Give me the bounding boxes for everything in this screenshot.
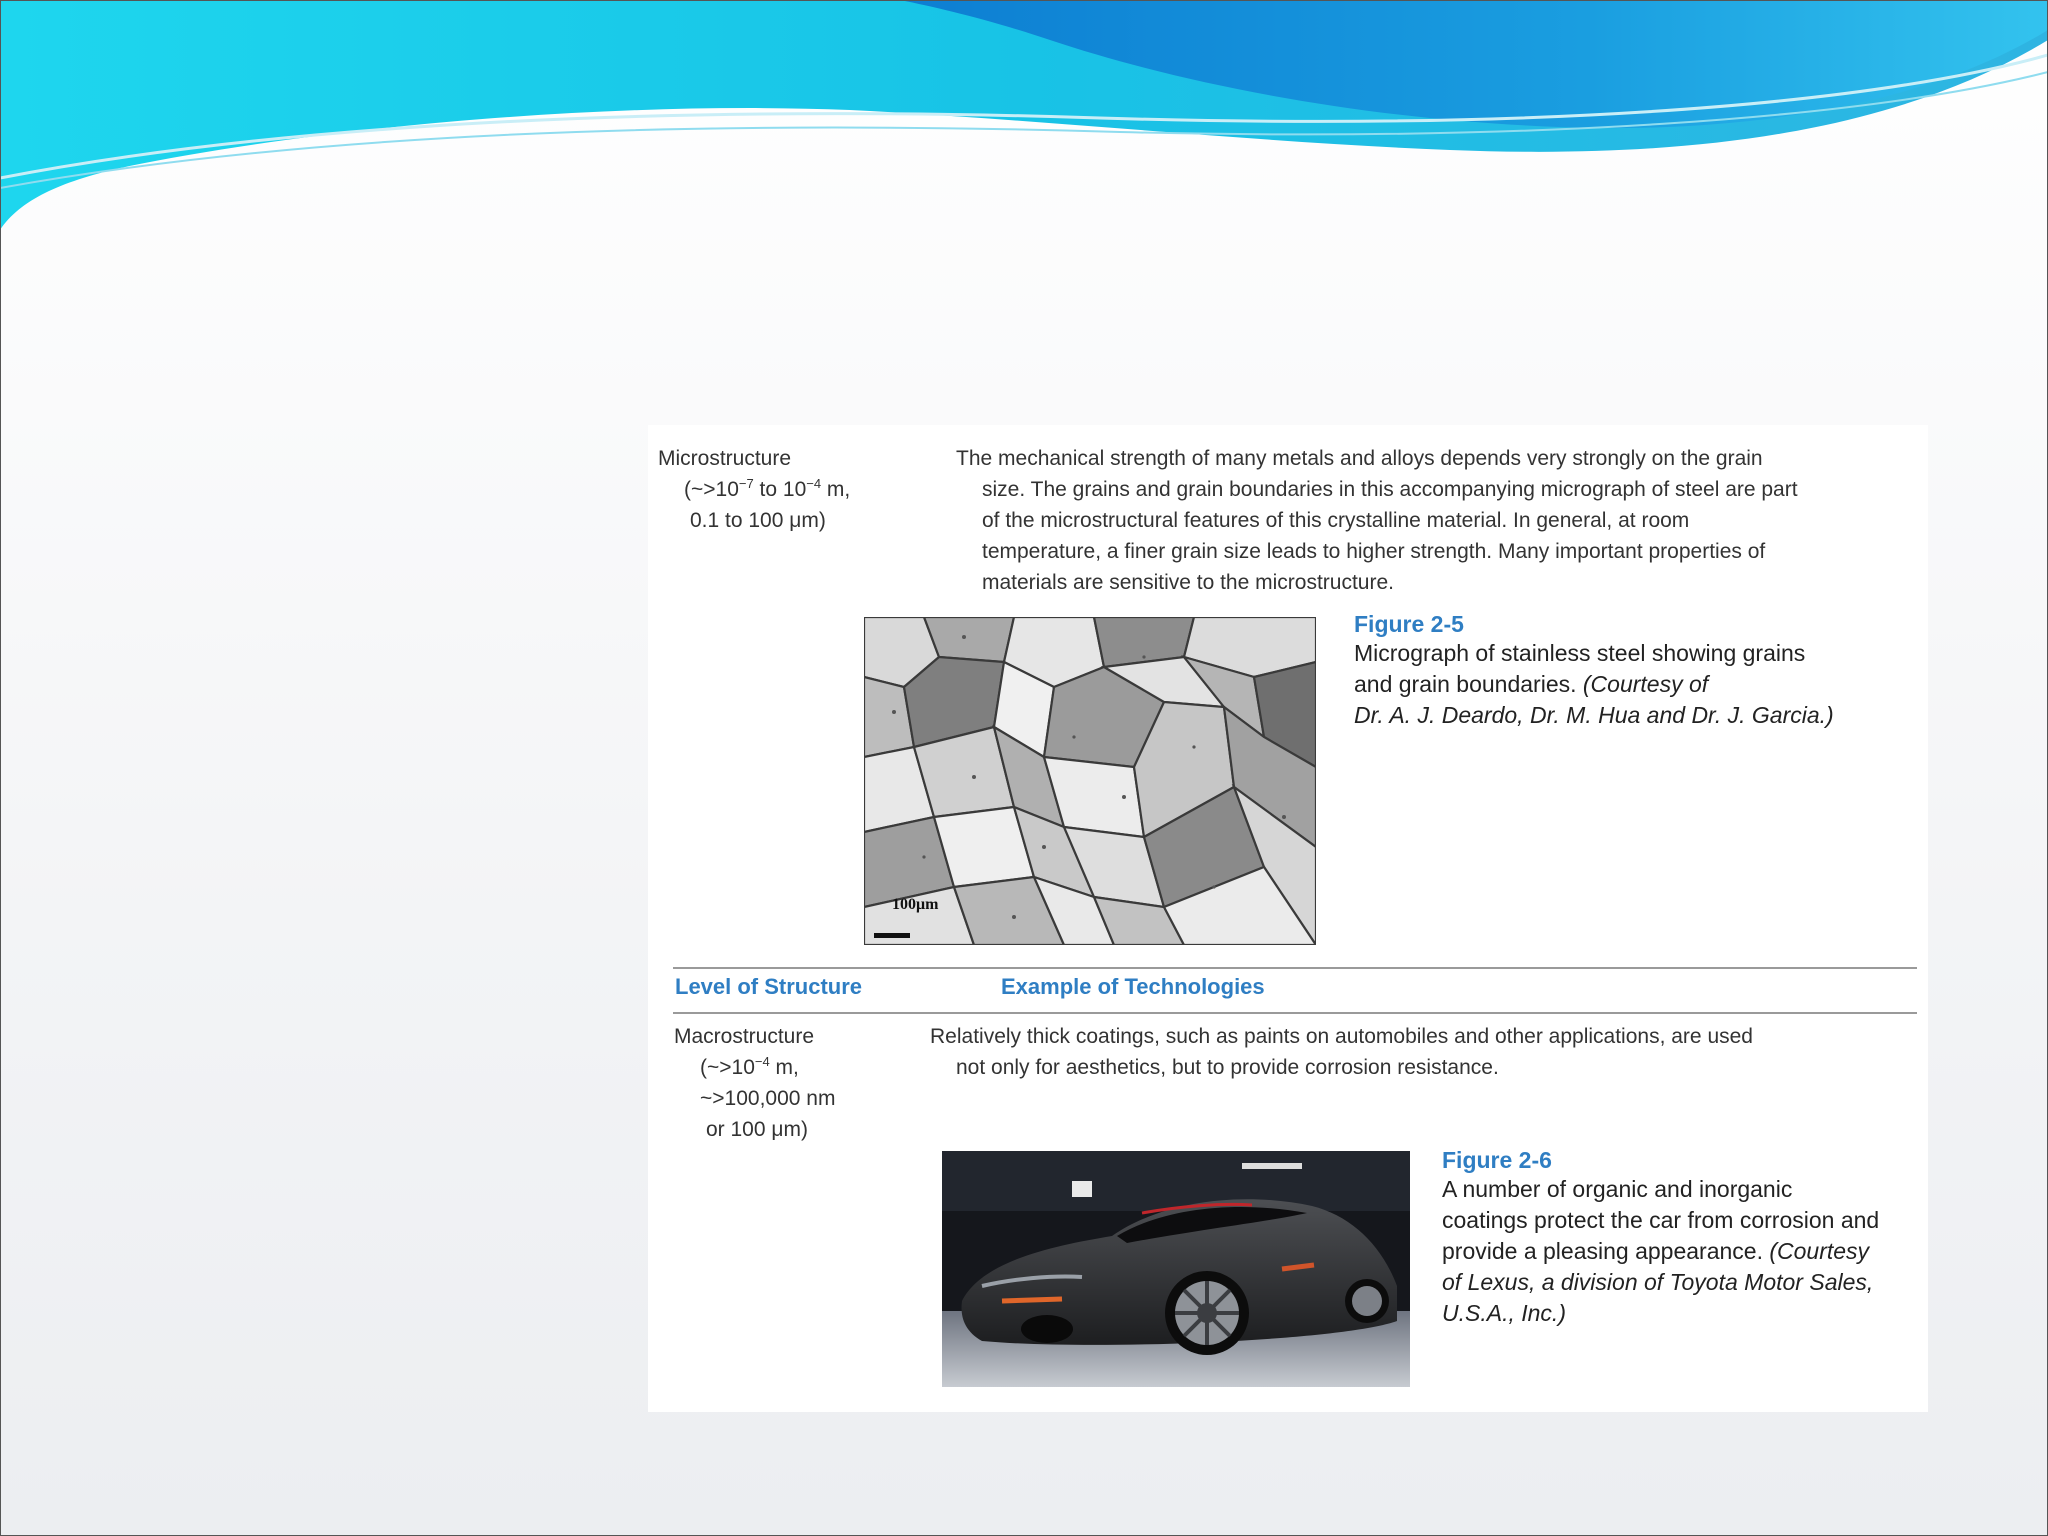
macro-level-range: ($\sim>10^{-4}$ m, [700, 1054, 799, 1079]
macro-level-name: Macrostructure [674, 1025, 815, 1048]
micro-level-range-2: 0.1 to 100 μm) [690, 509, 826, 532]
micro-level-cell [658, 443, 918, 536]
micrograph-scale-label: 100μm [892, 896, 939, 913]
table-header-rule [673, 1012, 1917, 1014]
micro-level-name: Microstructure [658, 447, 792, 470]
micro-description: The mechanical strength of many metals and alloys depends very strongly on the grain size. The grains and grain boundaries in this accompanying micrograph of steel are part of the microstructural features of this crystalline material. In general, at room temperature, a finer grain size leads to higher strength. Many important properties of materials are sensitive to the microstructure. [956, 447, 1798, 594]
micrograph-scale-bar [874, 933, 910, 938]
micro-level-range: ($\sim>10^{-7}$ to $10^{-4}$ m, [684, 476, 851, 501]
macro-description: Relatively thick coatings, such as paints on automobiles and other applications, are used not only for aesthetics, but to provide corrosion resistance. [930, 1025, 1753, 1079]
textbook-table-panel [648, 425, 1928, 1412]
figure-2-5-label: Figure 2-5 [1354, 611, 1464, 637]
table-header-level: Level of Structure [675, 974, 863, 999]
macro-level-range-2: ~>100,000 nm [700, 1087, 836, 1110]
figure-2-6-caption [1442, 1147, 1922, 1329]
table-header-technologies: Example of Technologies [1001, 974, 1265, 999]
table-top-rule [673, 967, 1917, 969]
macro-level-cell [674, 1021, 934, 1145]
figure-2-5-text: Micrograph of stainless steel showing grains and grain boundaries. (Courtesy of Dr. A. J. Deardo, Dr. M. Hua and Dr. J. Garcia.) [1354, 640, 1834, 728]
macro-level-range-3: or 100 μm) [706, 1118, 808, 1141]
figure-2-6-label: Figure 2-6 [1442, 1147, 1552, 1173]
micrograph-image [864, 617, 1316, 945]
lexus-car-photo [942, 1151, 1410, 1387]
figure-2-6-text: A number of organic and inorganic coatings protect the car from corrosion and provide a pleasing appearance. (Courtesy of Lexus, a division of Toyota Motor Sales, U.S.A., Inc.) [1442, 1176, 1880, 1326]
figure-2-5-caption [1354, 611, 1914, 731]
